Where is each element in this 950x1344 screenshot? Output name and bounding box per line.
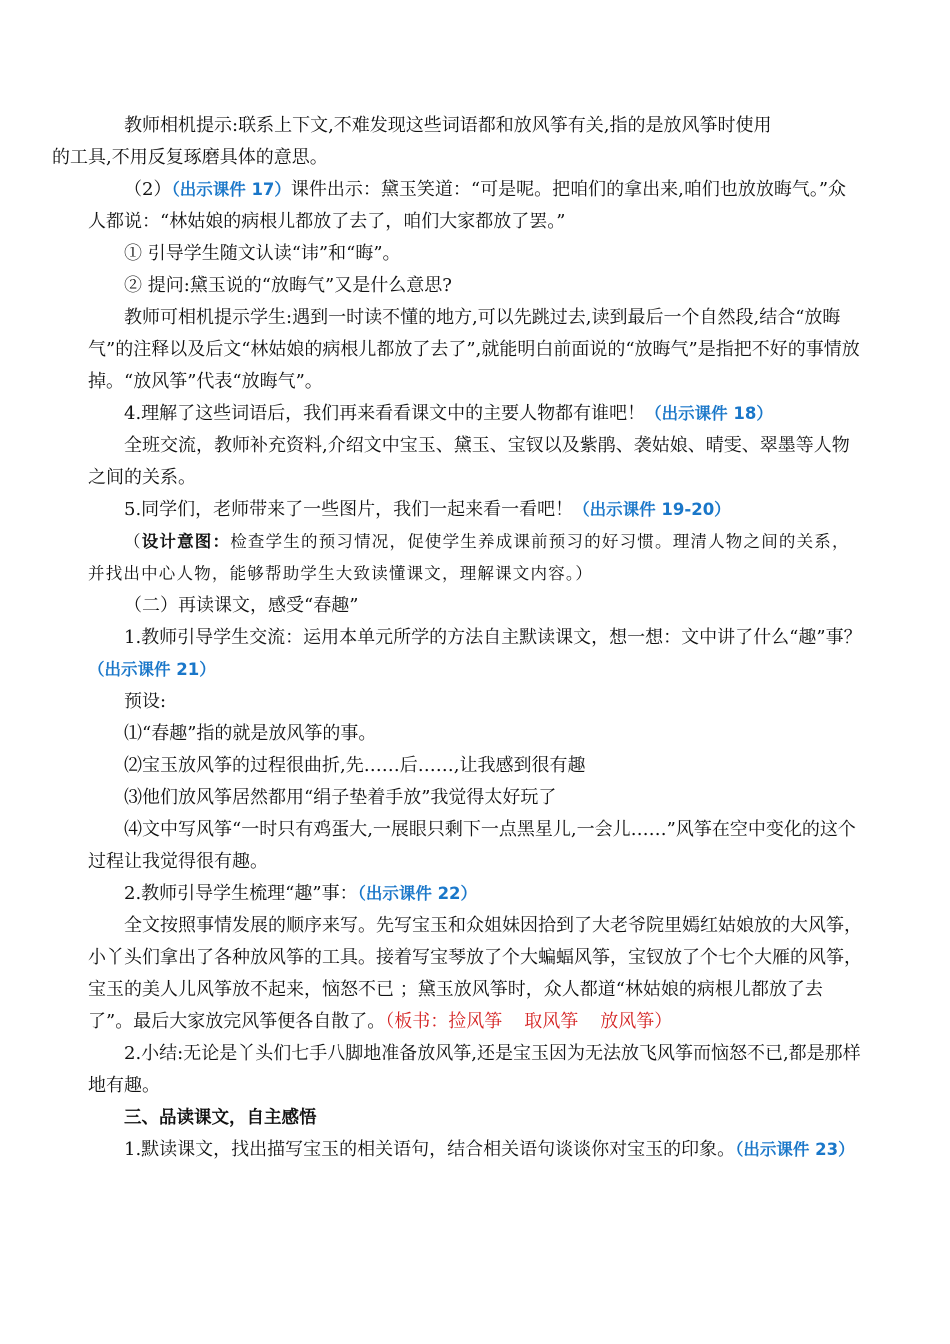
board-item-2: 取风筝	[524, 1011, 579, 1032]
preset-item-3: ⑶他们放风筝居然都用“绢子垫着手放”我觉得太好玩了	[124, 787, 557, 808]
paragraph-full-text-order	[88, 910, 862, 1038]
paragraph-sort-events	[88, 878, 862, 910]
design-intent-text: 检查学生的预习情况，促使学生养成课前预习的好习惯。理清人物之间的关系，并找出中心人物，能够帮助学生大致读懂课文，理解课文内容。）	[88, 532, 850, 583]
board-writing	[385, 1011, 672, 1032]
board-item-1: （板书：捡风筝	[385, 1011, 503, 1032]
paragraph-design-intent	[88, 526, 862, 590]
paragraph-text: 课件出示：黛玉笑道：“可是呢。把咱们的拿出来,咱们也放放晦气。”众人都说：“林姑娘的病根儿都放了去了，咱们大家都放了罢。”	[88, 179, 847, 232]
section-heading-3: 三、品读课文，自主感悟	[124, 1108, 317, 1128]
item-number: （2）	[124, 179, 172, 200]
design-intent-label: 设计意图：	[141, 532, 231, 551]
paragraph-read-characters: ① 引导学生随文认读“讳”和“晦”。	[124, 243, 401, 264]
paragraph-summary: 2.小结:无论是丫头们七手八脚地准备放风筝,还是宝玉因为无法放飞风筝而恼怒不已,都是那样地有趣。	[88, 1043, 861, 1096]
paragraph-silent-reading	[88, 1134, 862, 1166]
paragraph-courseware-17	[88, 174, 862, 238]
teacher-hint-line1: 教师相机提示:联系上下文,不难发现这些词语都和放风筝有关,指的是放风筝时使用	[124, 115, 772, 136]
paragraph-exchange	[88, 622, 862, 686]
paragraph-teacher-hint	[52, 110, 862, 174]
paragraph-text: 1.默读课文，找出描写宝玉的相关语句，结合相关语句谈谈你对宝玉的印象。	[124, 1139, 736, 1160]
paragraph-question: ② 提问:黛玉说的“放晦气”又是什么意思?	[124, 275, 452, 296]
paragraph-text: 5.同学们，老师带来了一些图片，我们一起来看一看吧！	[124, 499, 574, 520]
section-reread: （二）再读课文，感受“春趣”	[124, 595, 359, 616]
paragraph-main-characters	[88, 398, 862, 430]
paragraph-text: 2.教师引导学生梳理“趣”事：	[124, 883, 358, 904]
courseware-cue: （出示课件 22）	[357, 884, 478, 903]
courseware-cue: （出示课件 18）	[645, 404, 773, 423]
paragraph-text: 1.教师引导学生交流：运用本单元所学的方法自主默读课文，想一想：文中讲了什么“趣”事？	[124, 627, 862, 648]
board-item-3: 放风筝）	[600, 1011, 673, 1032]
paragraph-text: 全文按照事情发展的顺序来写。先写宝玉和众姐妹因拾到了大老爷院里嫣红姑娘放的大风筝，小丫头们拿出了各种放风筝的工具。接着写宝琴放了个大蝙蝠风筝，宝钗放了个七个大雁的风筝，宝玉的美人儿风筝放不起来，恼怒不已 ；黛玉放风筝时，众人都道“林姑娘的病根儿都放了去了”。最后大家放完风筝便各自散了。	[88, 915, 862, 1032]
paragraph-preset: 预设:	[124, 691, 167, 712]
courseware-cue: （出示课件 23）	[735, 1140, 855, 1159]
paragraph-pictures	[88, 494, 862, 526]
preset-item-2: ⑵宝玉放风筝的过程很曲折,先……后……,让我感到很有趣	[124, 755, 586, 776]
courseware-cue: （出示课件 17）	[171, 180, 291, 199]
paragraph-text: 4.理解了这些词语后，我们再来看看课文中的主要人物都有谁吧！	[124, 403, 646, 424]
courseware-cue: （出示课件 19-20）	[573, 500, 731, 519]
courseware-cue: （出示课件 21）	[88, 660, 216, 679]
preset-item-1: ⑴“春趣”指的就是放风筝的事。	[124, 723, 377, 744]
preset-item-4: ⑷文中写风筝“一时只有鸡蛋大,一展眼只剩下一点黑星儿,一会儿……”风筝在空中变化的这个过程让我觉得很有趣。	[88, 819, 856, 872]
design-intent-open: （	[124, 532, 142, 551]
paragraph-class-exchange: 全班交流，教师补充资料,介绍文中宝玉、黛玉、宝钗以及紫鹃、袭姑娘、晴雯、翠墨等人物之间的关系。	[88, 435, 850, 488]
teacher-hint-line2: 的工具,不用反复琢磨具体的意思。	[52, 147, 328, 168]
paragraph-teacher-prompt: 教师可相机提示学生:遇到一时读不懂的地方,可以先跳过去,读到最后一个自然段,结合“放晦气”的注释以及后文“林姑娘的病根儿都放了去了”,就能明白前面说的“放晦气”是指把不好的事情放掉。“放风筝”代表“放晦气”。	[88, 307, 860, 392]
